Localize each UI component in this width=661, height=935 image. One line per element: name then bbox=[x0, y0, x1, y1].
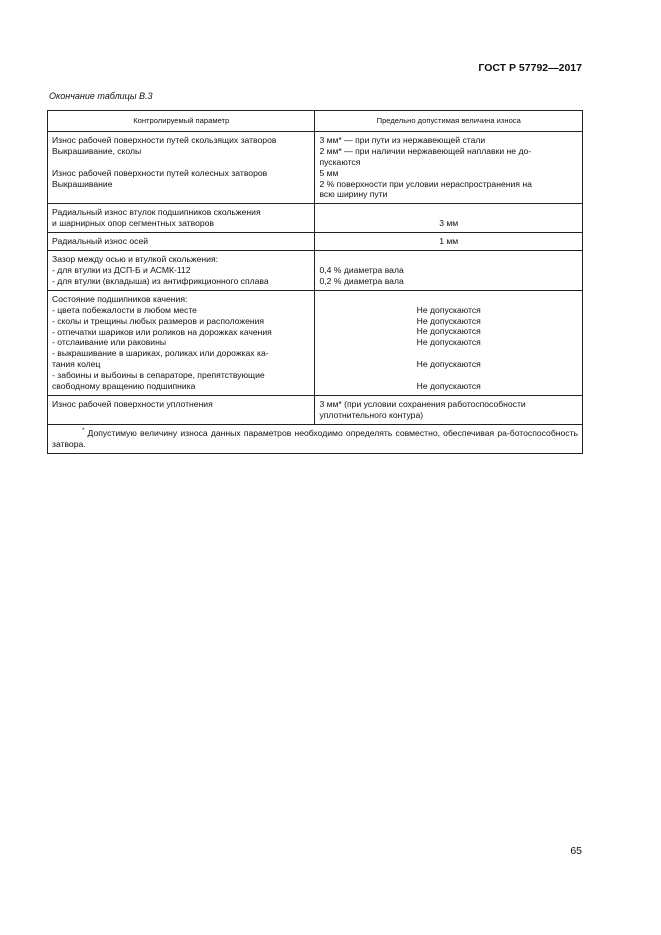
header-parameter: Контролируемый параметр bbox=[48, 111, 315, 132]
footnote-text: Допустимую величину износа данных параметров необходимо определять совместно, обеспечивая ра-ботоспособность затвора. bbox=[52, 427, 578, 449]
footnote-mark: * bbox=[82, 427, 85, 434]
row1-right-line: 2 % поверхности при условии нераспространения на bbox=[319, 178, 532, 189]
table-row bbox=[48, 131, 583, 203]
row4-limit bbox=[315, 251, 583, 291]
row1-left-line: Износ рабочей поверхности путей скользящих затворов bbox=[52, 134, 277, 145]
row4-left-line: - для втулки из ДСП-Б и АСМК-112 bbox=[52, 264, 191, 275]
row2-right-value: 3 мм bbox=[439, 218, 459, 229]
row5-left-line: - цвета побежалости в любом месте bbox=[52, 304, 197, 315]
row1-right-line: всю ширину пути bbox=[319, 189, 388, 200]
row4-left-line: - для втулки (вкладыша) из антифрикционного сплава bbox=[52, 275, 269, 286]
row1-left-line: Выкрашивание bbox=[52, 178, 113, 189]
row3-right-value: 1 мм bbox=[439, 236, 459, 247]
row1-right-line: 5 мм bbox=[319, 167, 339, 178]
row5-right-line: Не допускаются bbox=[416, 337, 481, 348]
row5-left-line: - отслаивание или раковины bbox=[52, 337, 167, 348]
footnote bbox=[52, 428, 578, 450]
row1-right-line: 3 мм* — при пути из нержавеющей стали bbox=[319, 134, 486, 145]
row4-right-line: 0,2 % диаметра вала bbox=[319, 275, 404, 286]
table-header-row bbox=[48, 111, 583, 132]
row2-left-line: Радиальный износ втулок подшипников скольжения bbox=[52, 207, 261, 218]
row5-right-gap bbox=[319, 370, 578, 381]
row5-right-line: Не допускаются bbox=[416, 380, 481, 391]
row4-left-line: Зазор между осью и втулкой скольжения: bbox=[52, 254, 218, 265]
row2-limit bbox=[315, 204, 583, 233]
row5-right-line: Не допускаются bbox=[416, 304, 481, 315]
page-number: 65 bbox=[570, 845, 582, 857]
document-code: ГОСТ Р 57792—2017 bbox=[478, 62, 582, 74]
row2-param bbox=[48, 204, 315, 233]
row5-left-line: - отпечатки шариков или роликов на дорожках качения bbox=[52, 326, 272, 337]
row5-right-line: Не допускаются bbox=[416, 359, 481, 370]
row1-left-line: Износ рабочей поверхности путей колесных затворов bbox=[52, 167, 268, 178]
row5-left-line: - выкрашивание в шариках, роликах или дорожках ка- bbox=[52, 348, 269, 359]
table-row bbox=[48, 395, 583, 424]
row5-left-line: тания колец bbox=[52, 359, 101, 370]
row2-left-line: и шарнирных опор сегментных затворов bbox=[52, 218, 214, 229]
row6-right-line: уплотнительного контура) bbox=[319, 409, 424, 420]
footnote-cell bbox=[48, 424, 583, 453]
row5-right-line: Не допускаются bbox=[416, 315, 481, 326]
row3-param bbox=[48, 233, 315, 251]
row5-param bbox=[48, 290, 315, 395]
row1-left-gap bbox=[52, 157, 310, 168]
table-row bbox=[48, 233, 583, 251]
row5-left-line: - забоины и выбоины в сепараторе, препятствующие bbox=[52, 370, 265, 381]
row4-right-gap bbox=[319, 254, 578, 265]
row1-limit bbox=[315, 131, 583, 203]
row6-right-line: 3 мм* (при условии сохранения работоспособности bbox=[319, 398, 526, 409]
row1-left-line: Выкрашивание, сколы bbox=[52, 145, 142, 156]
row5-right-line: Не допускаются bbox=[416, 326, 481, 337]
table-caption: Окончание таблицы В.3 bbox=[49, 91, 153, 101]
table-footnote-row bbox=[48, 424, 583, 453]
header-limit: Предельно допустимая величина износа bbox=[315, 111, 583, 132]
table-row bbox=[48, 290, 583, 395]
row4-right-line: 0,4 % диаметра вала bbox=[319, 264, 404, 275]
row1-right-line: пускаются bbox=[319, 156, 361, 167]
row6-limit bbox=[315, 395, 583, 424]
row1-right-line: 2 мм* — при наличии нержавеющей наплавки не до- bbox=[319, 145, 532, 156]
row5-left-line: Состояние подшипников качения: bbox=[52, 293, 188, 304]
row5-left-line: - сколы и трещины любых размеров и расположения bbox=[52, 315, 265, 326]
row5-right-gap bbox=[319, 294, 578, 305]
row4-param bbox=[48, 251, 315, 291]
wear-limits-table bbox=[47, 110, 583, 454]
row5-left-line: свободному вращению подшипника bbox=[52, 381, 196, 392]
table-row bbox=[48, 251, 583, 291]
table-row bbox=[48, 204, 583, 233]
row3-left-line: Радиальный износ осей bbox=[52, 236, 149, 247]
row5-right-gap bbox=[319, 348, 578, 359]
row1-param bbox=[48, 131, 315, 203]
row6-param bbox=[48, 395, 315, 424]
row6-left-line: Износ рабочей поверхности уплотнения bbox=[52, 398, 213, 409]
row5-limit bbox=[315, 290, 583, 395]
row3-limit bbox=[315, 233, 583, 251]
